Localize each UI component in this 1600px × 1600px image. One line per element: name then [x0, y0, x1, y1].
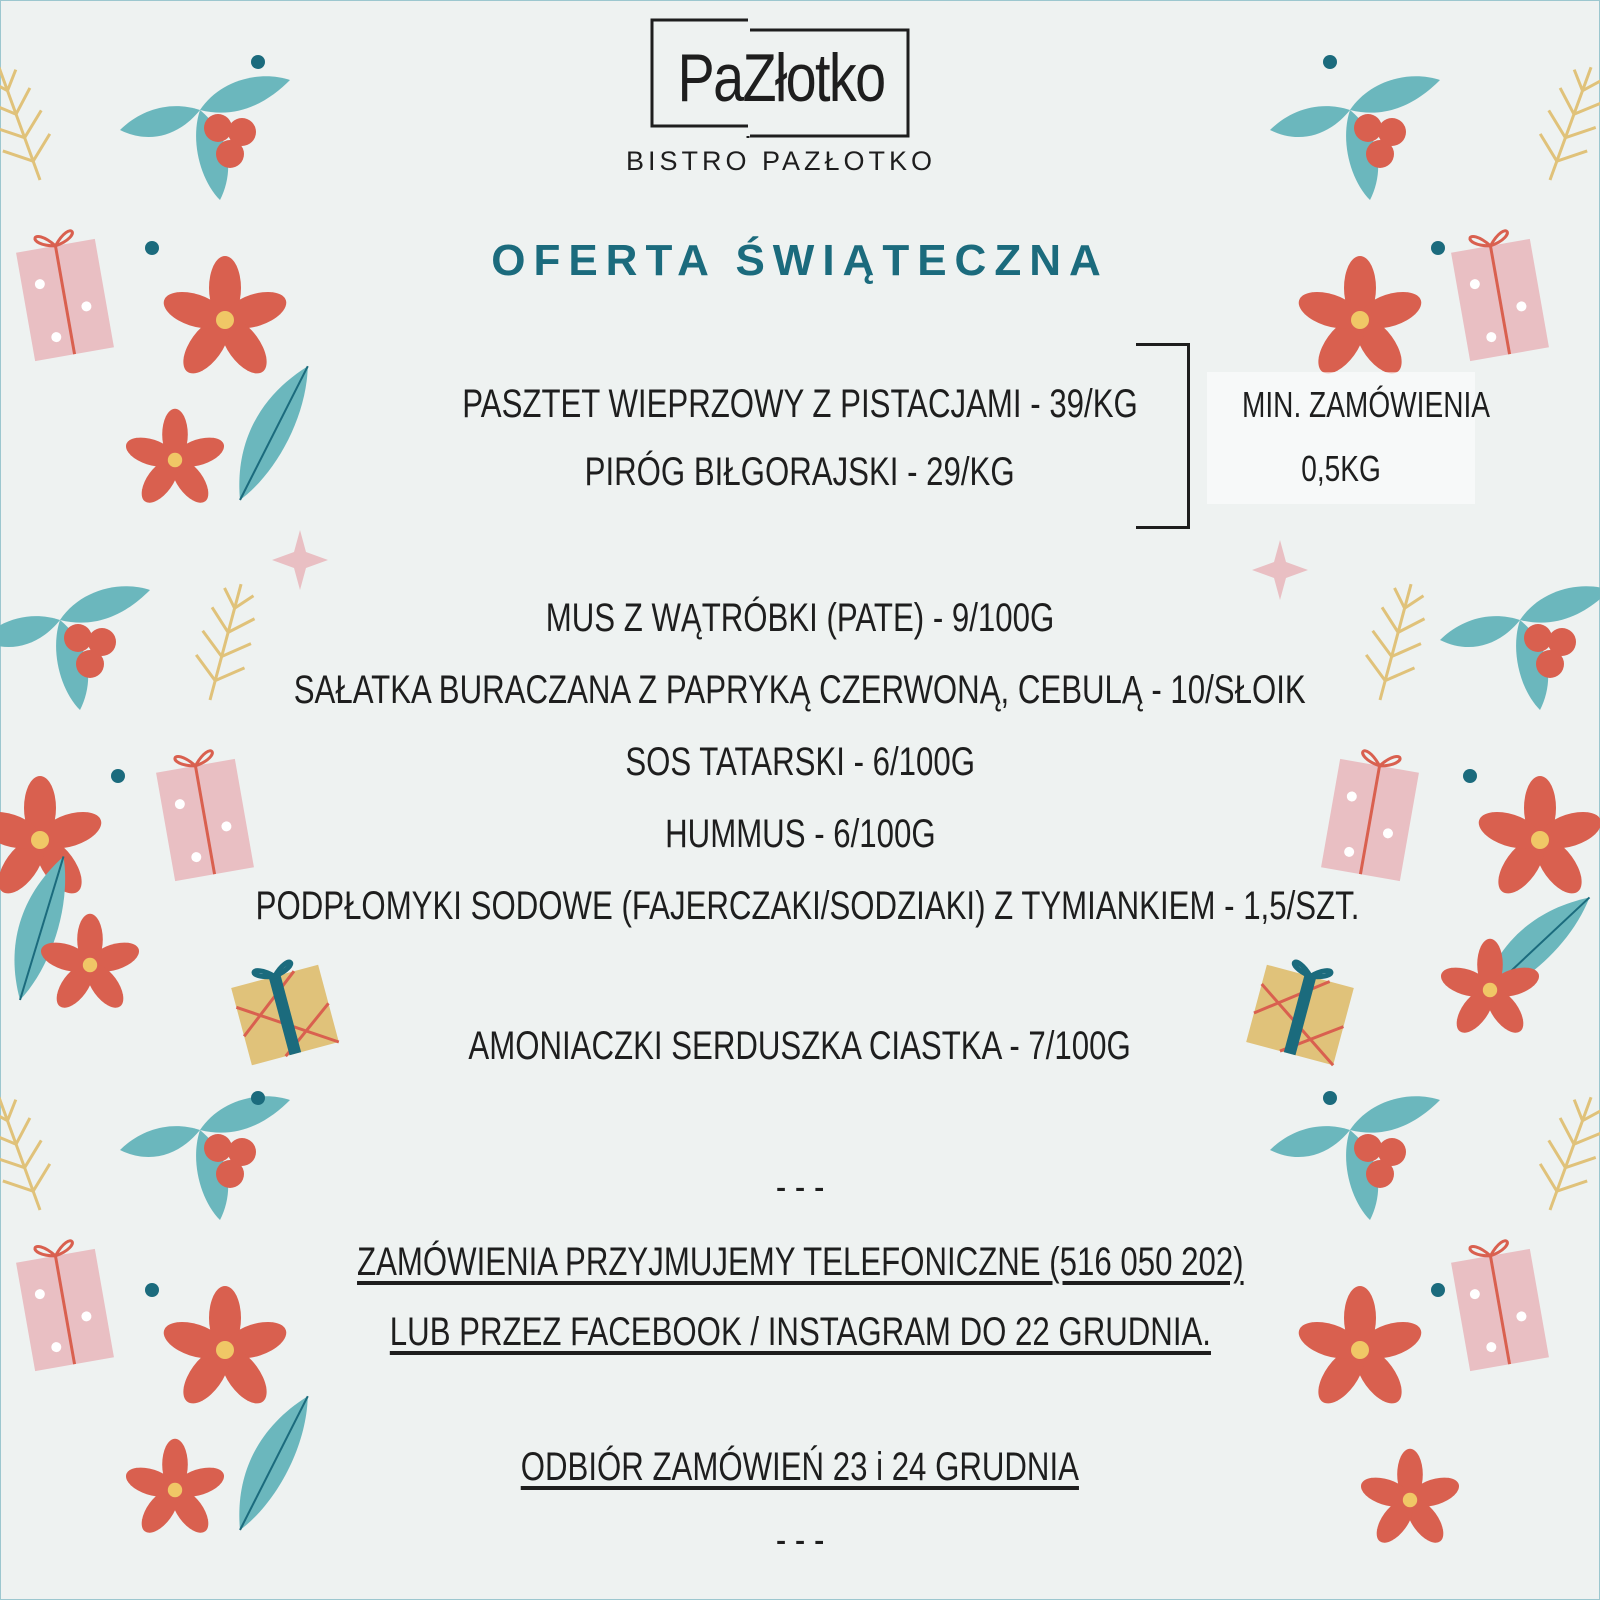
menu-item: MUS Z WĄTRÓBKI (PATE) - 9/100G: [545, 596, 1055, 640]
logo: [650, 18, 912, 138]
menu-item: SAŁATKA BURACZANA Z PAPRYKĄ CZERWONĄ, CEBULĄ - 10/SŁOIK: [293, 668, 1306, 712]
min-order-label: MIN. ZAMÓWIENIA: [1241, 384, 1491, 425]
orders-phone: ZAMÓWIENIA PRZYJMUJEMY TELEFONICZNE (516 050 202): [356, 1240, 1244, 1284]
min-order-value: 0,5KG: [1301, 448, 1381, 489]
menu-item: HUMMUS - 6/100G: [664, 812, 936, 856]
bistro-name: BISTRO PAZŁOTKO: [625, 146, 937, 176]
orders-social: LUB PRZEZ FACEBOOK / INSTAGRAM DO 22 GRUDNIA.: [389, 1310, 1211, 1354]
bracket-divider: [1136, 343, 1190, 529]
separator: - - -: [775, 1165, 825, 1209]
separator: - - -: [775, 1518, 825, 1562]
menu-item: SOS TATARSKI - 6/100G: [625, 740, 975, 784]
menu-item: PODPŁOMYKI SODOWE (FAJERCZAKI/SODZIAKI) Z TYMIANKIEM - 1,5/SZT.: [255, 884, 1360, 928]
menu-item: PIRÓG BIŁGORAJSKI - 29/KG: [585, 450, 1015, 494]
offer-title: OFERTA ŚWIĄTECZNA: [491, 236, 1109, 285]
pickup-dates: ODBIÓR ZAMÓWIEŃ 23 i 24 GRUDNIA: [520, 1445, 1080, 1489]
menu-item: PASZTET WIEPRZOWY Z PISTACJAMI - 39/KG: [462, 382, 1138, 426]
menu-item: AMONIACZKI SERDUSZKA CIASTKA - 7/100G: [468, 1024, 1132, 1068]
logo-text: PaZłotko: [677, 40, 885, 116]
